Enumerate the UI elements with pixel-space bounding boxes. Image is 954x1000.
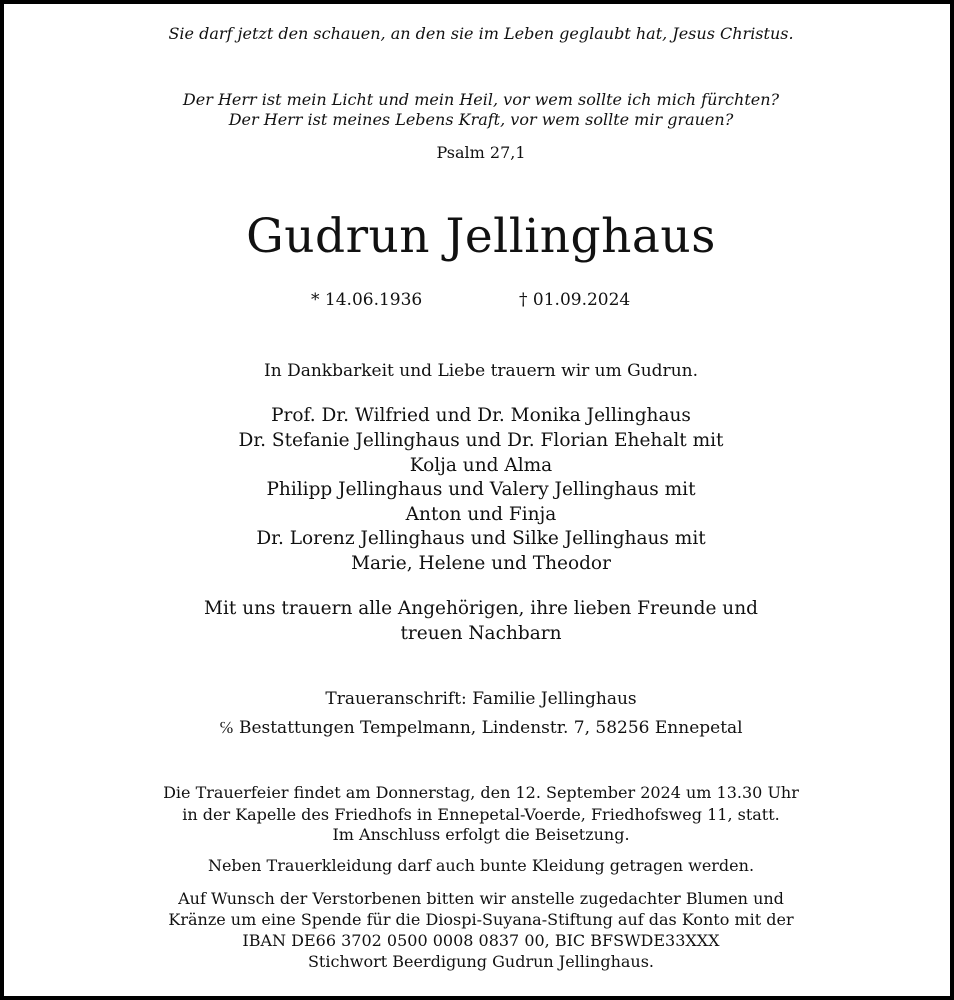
deceased-name: Gudrun Jellinghaus [246,209,716,264]
mourner-line-6: Dr. Lorenz Jellinghaus und Silke Jellinghaus mit [256,528,706,549]
ceremony-line-1: Die Trauerfeier findet am Donnerstag, den 12. September 2024 um 13.30 Uhr [163,783,799,802]
donation-line-3: IBAN DE66 3702 0500 0008 0837 00, BIC BFSWDE33XXX [242,931,720,950]
ceremony-line-3: Im Anschluss erfolgt die Beisetzung. [332,825,630,844]
donation-line-4: Stichwort Beerdigung Gudrun Jellinghaus. [307,952,655,971]
mourning-intro: In Dankbarkeit und Liebe trauern wir um Gudrun. [264,361,698,381]
death-date: † 01.09.2024 [519,290,631,310]
psalm-line-1: Der Herr ist mein Licht und mein Heil, vor wem sollte ich mich fürchten? [182,90,780,109]
psalm-line-2: Der Herr ist meines Lebens Kraft, vor wem sollte mir grauen? [228,110,734,129]
donation-line-2: Kränze um eine Spende für die Diospi-Suyana-Stiftung auf das Konto mit der [168,910,794,929]
mourner-line-4: Philipp Jellinghaus und Valery Jellinghaus mit [266,479,696,500]
birth-date: * 14.06.1936 [311,290,423,310]
psalm-reference: Psalm 27,1 [436,143,526,162]
life-dates [4,288,954,312]
mourner-line-1: Prof. Dr. Wilfried und Dr. Monika Jellinghaus [271,405,691,426]
mourner-line-5: Anton und Finja [405,504,557,525]
ceremony-line-2: in der Kapelle des Friedhofs in Ennepetal-Voerde, Friedhofsweg 11, statt. [182,805,780,824]
mourner-line-7: Marie, Helene und Theodor [351,553,611,574]
mourner-line-2: Dr. Stefanie Jellinghaus und Dr. Florian Ehehalt mit [238,430,724,451]
others-line-1: Mit uns trauern alle Angehörigen, ihre lieben Freunde und [204,598,758,619]
mourner-line-3: Kolja und Alma [409,455,553,476]
donation-line-1: Auf Wunsch der Verstorbenen bitten wir anstelle zugedachter Blumen und [178,889,784,908]
dress-note: Neben Trauerkleidung darf auch bunte Kleidung getragen werden. [207,856,755,875]
address-line-1: Traueranschrift: Familie Jellinghaus [325,689,637,709]
address-line-2: ℅ Bestattungen Tempelmann, Lindenstr. 7, 58256 Ennepetal [219,718,743,738]
epigraph: Sie darf jetzt den schauen, an den sie im Leben geglaubt hat, Jesus Christus. [168,24,794,43]
others-line-2: treuen Nachbarn [400,623,562,644]
